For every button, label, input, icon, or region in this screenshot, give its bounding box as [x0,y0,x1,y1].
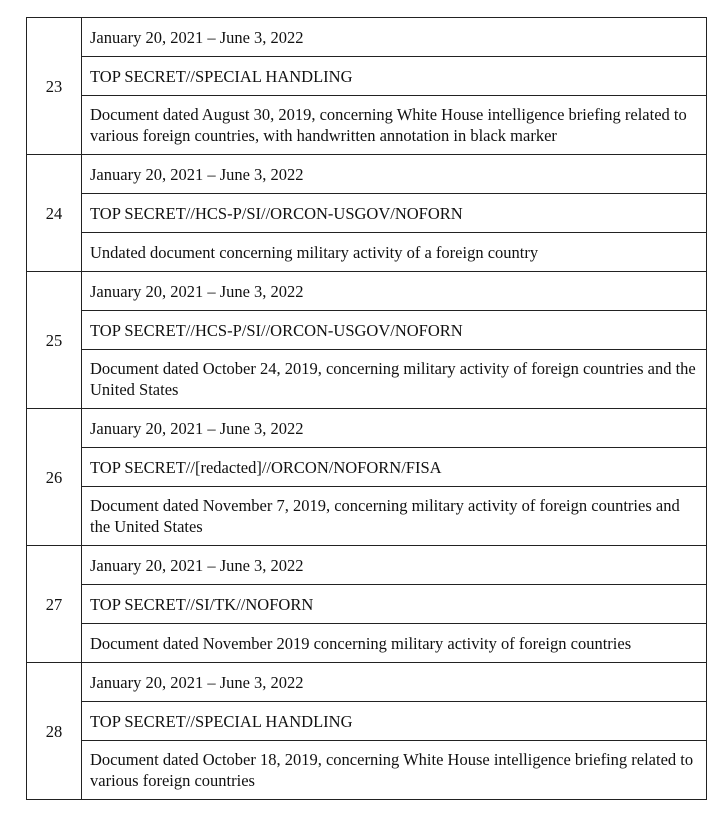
table-row [27,96,707,155]
entry-date: January 20, 2021 – June 3, 2022 [82,18,707,57]
table-row [27,546,707,585]
table-row [27,18,707,57]
entry-classification: TOP SECRET//SPECIAL HANDLING [82,702,707,741]
table-row [27,585,707,624]
entry-description: Document dated October 18, 2019, concerning White House intelligence briefing related to various foreign countries [82,741,707,800]
table-row [27,350,707,409]
table-row [27,409,707,448]
entry-description: Document dated November 2019 concerning military activity of foreign countries [82,624,707,663]
entry-number: 23 [27,18,82,155]
entry-description: Document dated August 30, 2019, concerning White House intelligence briefing related to various foreign countries, with handwritten annotation in black marker [82,96,707,155]
entry-classification: TOP SECRET//SI/TK//NOFORN [82,585,707,624]
entry-number: 27 [27,546,82,663]
documents-table [26,17,707,800]
table-row [27,311,707,350]
table-row [27,702,707,741]
table-row [27,624,707,663]
entry-number: 26 [27,409,82,546]
entry-number: 24 [27,155,82,272]
table-row [27,194,707,233]
table-row [27,233,707,272]
table-row [27,272,707,311]
entry-classification: TOP SECRET//[redacted]//ORCON/NOFORN/FISA [82,448,707,487]
table-row [27,448,707,487]
table-row [27,155,707,194]
entry-date: January 20, 2021 – June 3, 2022 [82,155,707,194]
entry-description: Document dated November 7, 2019, concerning military activity of foreign countries and the United States [82,487,707,546]
entry-date: January 20, 2021 – June 3, 2022 [82,272,707,311]
table-row [27,487,707,546]
entry-date: January 20, 2021 – June 3, 2022 [82,546,707,585]
table-row [27,57,707,96]
entry-number: 28 [27,663,82,800]
entry-classification: TOP SECRET//HCS-P/SI//ORCON-USGOV/NOFORN [82,194,707,233]
entry-description: Document dated October 24, 2019, concerning military activity of foreign countries and the United States [82,350,707,409]
entry-classification: TOP SECRET//SPECIAL HANDLING [82,57,707,96]
table-row [27,663,707,702]
entry-classification: TOP SECRET//HCS-P/SI//ORCON-USGOV/NOFORN [82,311,707,350]
entry-date: January 20, 2021 – June 3, 2022 [82,409,707,448]
entry-description: Undated document concerning military activity of a foreign country [82,233,707,272]
entry-number: 25 [27,272,82,409]
table-row [27,741,707,800]
entry-date: January 20, 2021 – June 3, 2022 [82,663,707,702]
